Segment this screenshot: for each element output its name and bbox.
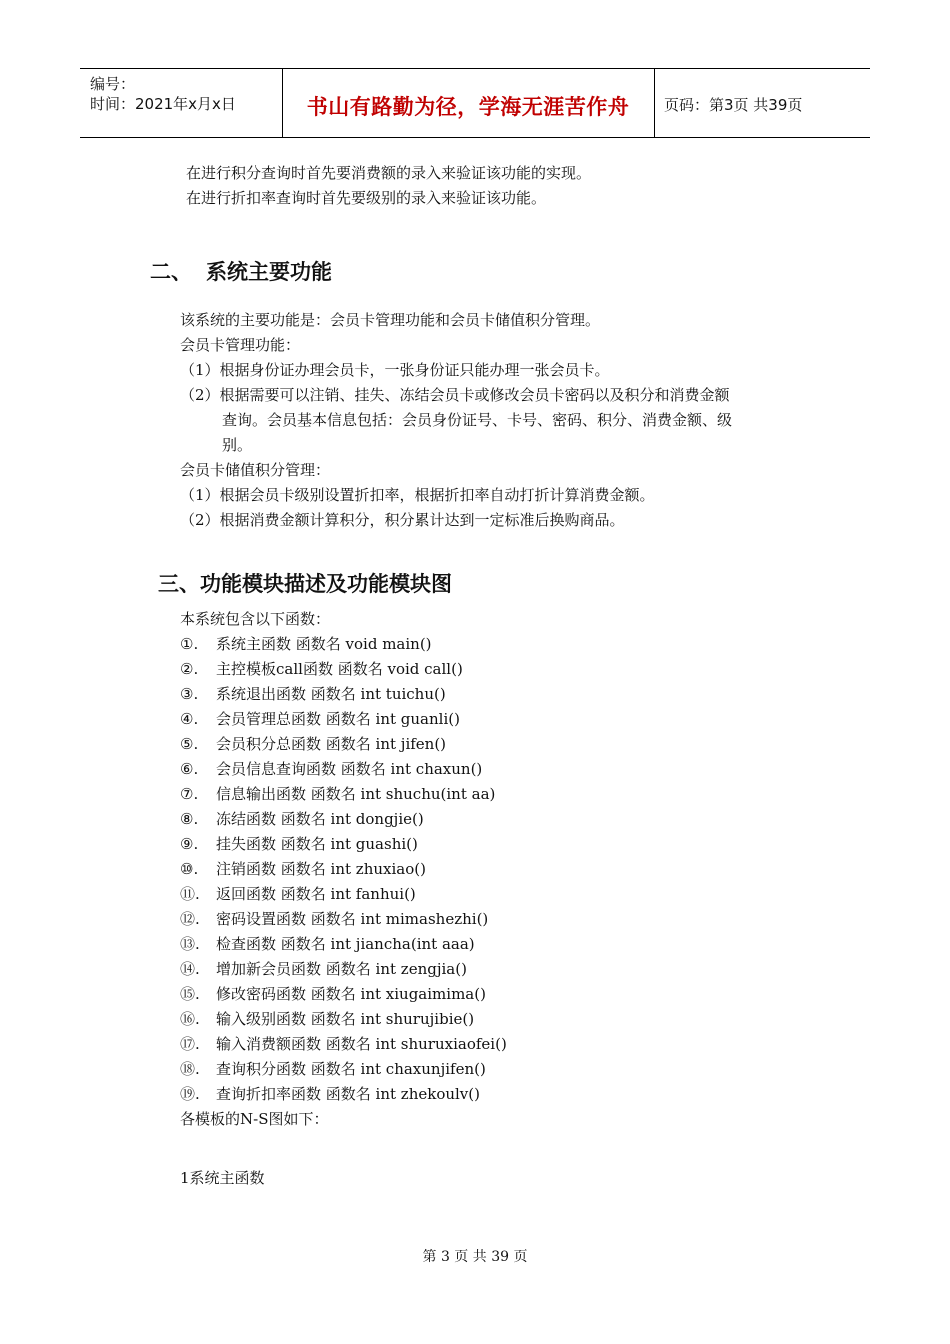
section-2-heading [150,256,332,286]
section-2-line: （1）根据会员卡级别设置折扣率，根据折扣率自动打折计算消费金额。 [180,486,655,504]
section-2-line: 会员卡管理功能： [180,336,301,354]
function-item: ⑮. 修改密码函数 函数名 int xiugaimima() [180,985,486,1003]
section-2-line: 查询。会员基本信息包括：会员身份证号、卡号、密码、积分、消费金额、级 [222,411,733,429]
section-3-heading: 三、功能模块描述及功能模块图 [158,572,452,596]
function-item: ⑲. 查询折扣率函数 函数名 int zhekoulv() [180,1085,480,1103]
function-item: ④. 会员管理总函数 函数名 int guanli() [180,710,460,728]
section-2-line: （1）根据身份证办理会员卡，一张身份证只能办理一张会员卡。 [180,361,610,379]
function-item: ⑦. 信息输出函数 函数名 int shuchu(int aa) [180,785,496,803]
section-2-title: 系统主要功能 [206,260,332,284]
function-item: ⑰. 输入消费额函数 函数名 int shuruxiaofei() [180,1035,507,1053]
number-label: 编号： [90,75,136,93]
page-header [80,68,870,138]
ns-diagram-intro: 各模板的N-S图如下： [180,1110,329,1128]
function-item: ⑫. 密码设置函数 函数名 int mimashezhi() [180,910,489,928]
function-item: ⑧. 冻结函数 函数名 int dongjie() [180,810,424,828]
function-item: ③. 系统退出函数 函数名 int tuichu() [180,685,446,703]
subsection-title: 1系统主函数 [180,1169,265,1187]
header-middle-cell [282,69,655,137]
motto-text: 书山有路勤为径，学海无涯苦作舟 [306,95,630,119]
time-label: 时间：2021年x月x日 [90,95,236,113]
section-2-number: 二、 [150,260,192,284]
function-item: ⑤. 会员积分总函数 函数名 int jifen() [180,735,447,753]
function-item: ⑯. 输入级别函数 函数名 int shurujibie() [180,1010,475,1028]
function-item: ①. 系统主函数 函数名 void main() [180,635,432,653]
intro-line-2: 在进行折扣率查询时首先要级别的录入来验证该功能。 [186,189,547,207]
function-item: ⑱. 查询积分函数 函数名 int chaxunjifen() [180,1060,486,1078]
function-item: ⑬. 检查函数 函数名 int jiancha(int aaa) [180,935,475,953]
function-item: ②. 主控模板call函数 函数名 void call() [180,660,463,678]
header-right-cell [654,69,870,137]
intro-line-1: 在进行积分查询时首先要消费额的录入来验证该功能的实现。 [186,164,592,182]
function-item: ⑨. 挂失函数 函数名 int guashi() [180,835,418,853]
section-2-line: （2）根据消费金额计算积分，积分累计达到一定标准后换购商品。 [180,511,625,529]
section-3-intro: 本系统包含以下函数： [180,610,331,628]
section-2-line: 该系统的主要功能是：会员卡管理功能和会员卡储值积分管理。 [180,311,601,329]
section-2-line: 会员卡储值积分管理： [180,461,331,479]
function-item: ⑪. 返回函数 函数名 int fanhui() [180,885,416,903]
function-item: ⑥. 会员信息查询函数 函数名 int chaxun() [180,760,483,778]
section-2-line: 别。 [222,436,253,454]
page-code: 页码：第3页 共39页 [664,96,803,114]
header-left-cell [80,69,283,137]
function-item: ⑭. 增加新会员函数 函数名 int zengjia() [180,960,467,978]
function-item: ⑩. 注销函数 函数名 int zhuxiao() [180,860,426,878]
page-footer: 第 3 页 共 39 页 [422,1249,528,1265]
section-2-line: （2）根据需要可以注销、挂失、冻结会员卡或修改会员卡密码以及积分和消费金额 [180,386,730,404]
